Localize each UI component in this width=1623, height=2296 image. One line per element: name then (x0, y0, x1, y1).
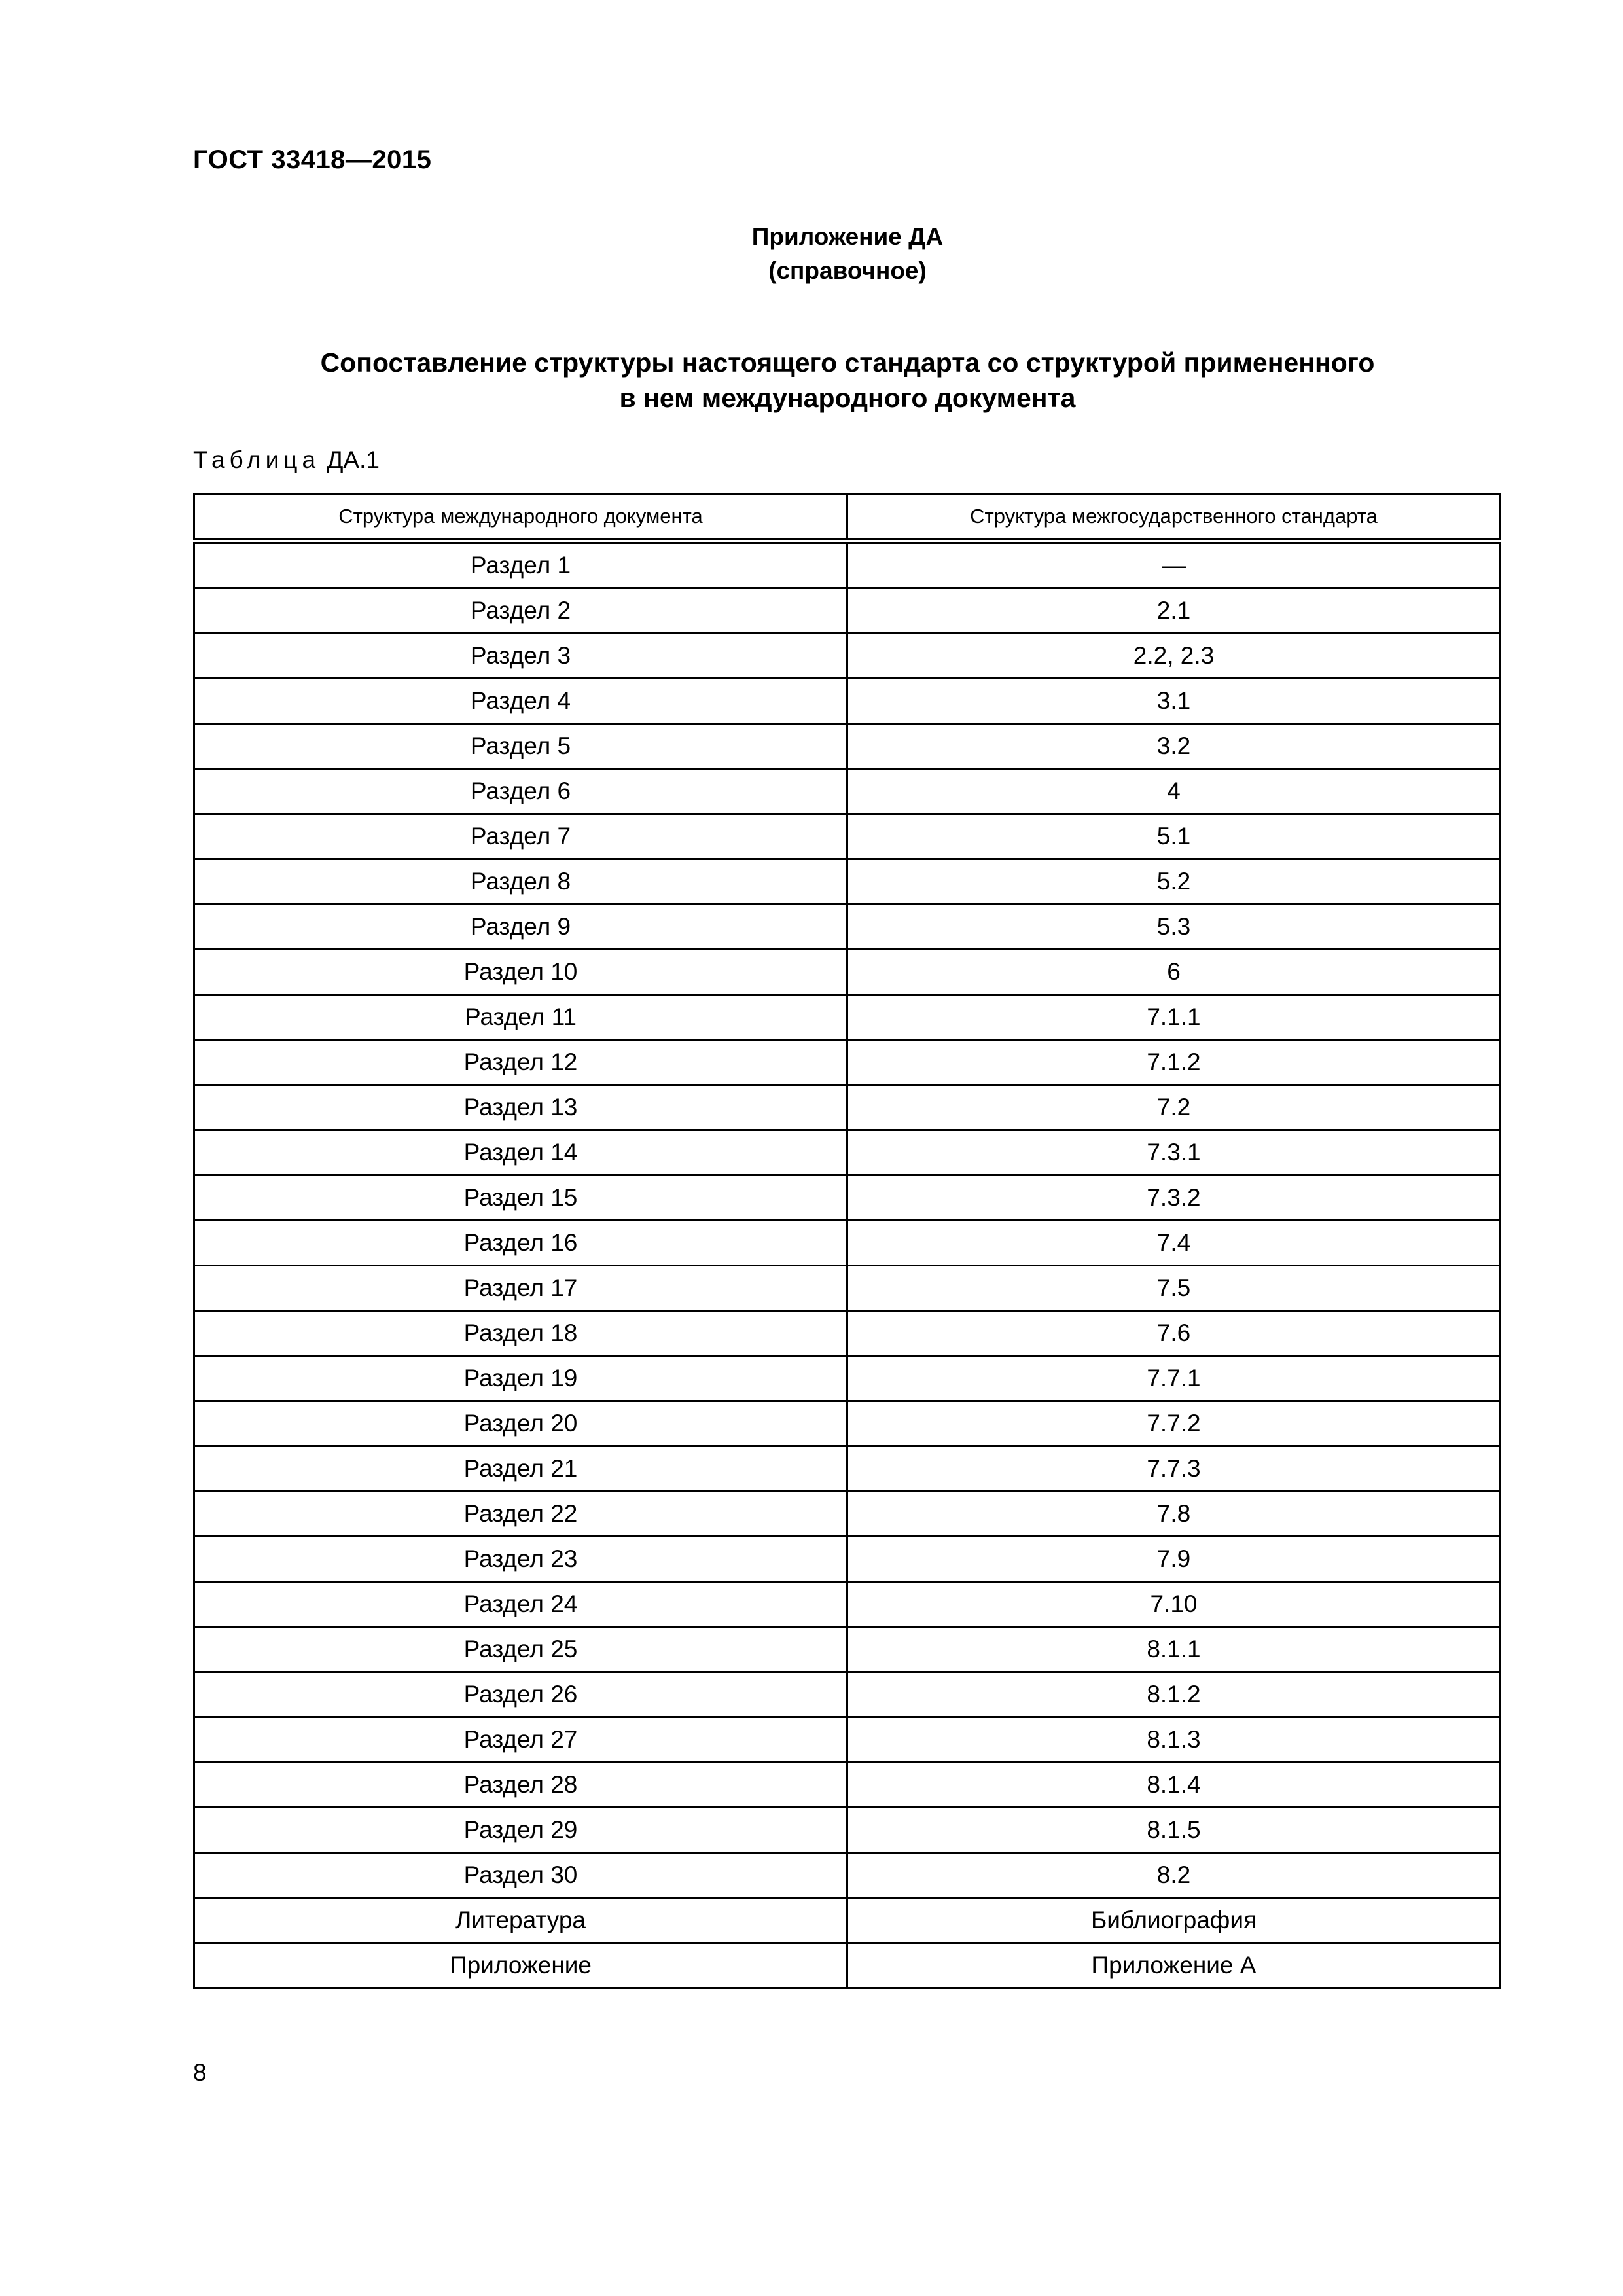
table-row (194, 1085, 1501, 1130)
cell-interstate-section: 8.1.3 (847, 1717, 1501, 1763)
cell-interstate-section: 2.2, 2.3 (847, 634, 1501, 679)
table-row (194, 541, 1501, 588)
table-row (194, 859, 1501, 905)
cell-interstate-section: 5.1 (847, 814, 1501, 859)
table-row (194, 1582, 1501, 1627)
cell-international-section: Раздел 11 (194, 995, 847, 1040)
cell-interstate-section: 7.1.1 (847, 995, 1501, 1040)
comparison-table (193, 493, 1501, 1989)
cell-international-section: Раздел 29 (194, 1808, 847, 1853)
cell-interstate-section: 6 (847, 950, 1501, 995)
cell-interstate-section: 7.3.1 (847, 1130, 1501, 1175)
table-row (194, 679, 1501, 724)
cell-interstate-section: 8.1.4 (847, 1763, 1501, 1808)
comparison-table-container (193, 493, 1501, 1989)
cell-interstate-section: Приложение А (847, 1943, 1501, 1988)
cell-interstate-section: 8.1.5 (847, 1808, 1501, 1853)
cell-international-section: Раздел 25 (194, 1627, 847, 1672)
cell-interstate-section: 7.1.2 (847, 1040, 1501, 1085)
cell-international-section: Раздел 9 (194, 905, 847, 950)
table-row (194, 1221, 1501, 1266)
cell-international-section: Раздел 13 (194, 1085, 847, 1130)
table-row (194, 1130, 1501, 1175)
cell-interstate-section: 7.9 (847, 1537, 1501, 1582)
table-row (194, 1627, 1501, 1672)
cell-international-section: Литература (194, 1898, 847, 1943)
table-row (194, 1672, 1501, 1717)
cell-interstate-section: 2.1 (847, 588, 1501, 634)
cell-interstate-section: 3.1 (847, 679, 1501, 724)
cell-international-section: Приложение (194, 1943, 847, 1988)
cell-interstate-section: 7.10 (847, 1582, 1501, 1627)
cell-international-section: Раздел 7 (194, 814, 847, 859)
table-row (194, 1040, 1501, 1085)
cell-interstate-section: 7.2 (847, 1085, 1501, 1130)
table-row (194, 724, 1501, 769)
cell-international-section: Раздел 2 (194, 588, 847, 634)
table-row (194, 1943, 1501, 1988)
table-row (194, 1266, 1501, 1311)
table-row (194, 950, 1501, 995)
table-row (194, 1356, 1501, 1401)
cell-interstate-section: 5.3 (847, 905, 1501, 950)
table-caption-id: ДА.1 (327, 446, 380, 473)
table-row (194, 1898, 1501, 1943)
table-row (194, 1537, 1501, 1582)
cell-international-section: Раздел 19 (194, 1356, 847, 1401)
table-row (194, 1446, 1501, 1492)
cell-interstate-section: 7.4 (847, 1221, 1501, 1266)
cell-international-section: Раздел 14 (194, 1130, 847, 1175)
cell-interstate-section: 8.1.1 (847, 1627, 1501, 1672)
table-row (194, 1853, 1501, 1898)
cell-international-section: Раздел 30 (194, 1853, 847, 1898)
table-caption (193, 444, 380, 476)
cell-international-section: Раздел 20 (194, 1401, 847, 1446)
cell-international-section: Раздел 23 (194, 1537, 847, 1582)
cell-interstate-section: 8.2 (847, 1853, 1501, 1898)
table-row (194, 1401, 1501, 1446)
cell-interstate-section: 7.8 (847, 1492, 1501, 1537)
section-heading-line-1: Сопоставление структуры настоящего стандарта со структурой примененного (320, 348, 1375, 378)
table-row (194, 1808, 1501, 1853)
cell-interstate-section: — (847, 541, 1501, 588)
column-header-international: Структура международного документа (194, 494, 847, 541)
cell-international-section: Раздел 18 (194, 1311, 847, 1356)
appendix-kind: (справочное) (768, 257, 927, 284)
cell-international-section: Раздел 22 (194, 1492, 847, 1537)
table-row (194, 634, 1501, 679)
cell-interstate-section: 7.5 (847, 1266, 1501, 1311)
cell-international-section: Раздел 16 (194, 1221, 847, 1266)
cell-interstate-section: 3.2 (847, 724, 1501, 769)
cell-international-section: Раздел 27 (194, 1717, 847, 1763)
cell-international-section: Раздел 1 (194, 541, 847, 588)
table-body (194, 541, 1501, 1988)
table-row (194, 1763, 1501, 1808)
table-row (194, 905, 1501, 950)
cell-interstate-section: 7.7.3 (847, 1446, 1501, 1492)
cell-interstate-section: Библиография (847, 1898, 1501, 1943)
cell-interstate-section: 7.6 (847, 1311, 1501, 1356)
table-row (194, 1492, 1501, 1537)
table-row (194, 769, 1501, 814)
page-number: 8 (193, 2059, 207, 2086)
column-header-interstate: Структура межгосударственного стандарта (847, 494, 1501, 541)
cell-interstate-section: 7.7.1 (847, 1356, 1501, 1401)
cell-interstate-section: 7.3.2 (847, 1175, 1501, 1221)
cell-interstate-section: 8.1.2 (847, 1672, 1501, 1717)
table-row (194, 1311, 1501, 1356)
cell-international-section: Раздел 8 (194, 859, 847, 905)
cell-international-section: Раздел 4 (194, 679, 847, 724)
cell-interstate-section: 7.7.2 (847, 1401, 1501, 1446)
cell-international-section: Раздел 12 (194, 1040, 847, 1085)
cell-international-section: Раздел 15 (194, 1175, 847, 1221)
cell-international-section: Раздел 24 (194, 1582, 847, 1627)
cell-international-section: Раздел 10 (194, 950, 847, 995)
cell-interstate-section: 4 (847, 769, 1501, 814)
cell-interstate-section: 5.2 (847, 859, 1501, 905)
cell-international-section: Раздел 5 (194, 724, 847, 769)
table-row (194, 1175, 1501, 1221)
section-heading-line-2: в нем международного документа (619, 383, 1076, 413)
cell-international-section: Раздел 3 (194, 634, 847, 679)
table-row (194, 995, 1501, 1040)
document-code: ГОСТ 33418—2015 (193, 145, 432, 174)
table-header-row (194, 494, 1501, 541)
cell-international-section: Раздел 6 (194, 769, 847, 814)
table-caption-prefix: Таблица (193, 446, 321, 473)
table-row (194, 588, 1501, 634)
cell-international-section: Раздел 26 (194, 1672, 847, 1717)
cell-international-section: Раздел 28 (194, 1763, 847, 1808)
cell-international-section: Раздел 17 (194, 1266, 847, 1311)
cell-international-section: Раздел 21 (194, 1446, 847, 1492)
table-row (194, 814, 1501, 859)
table-row (194, 1717, 1501, 1763)
appendix-title: Приложение ДА (751, 223, 944, 250)
